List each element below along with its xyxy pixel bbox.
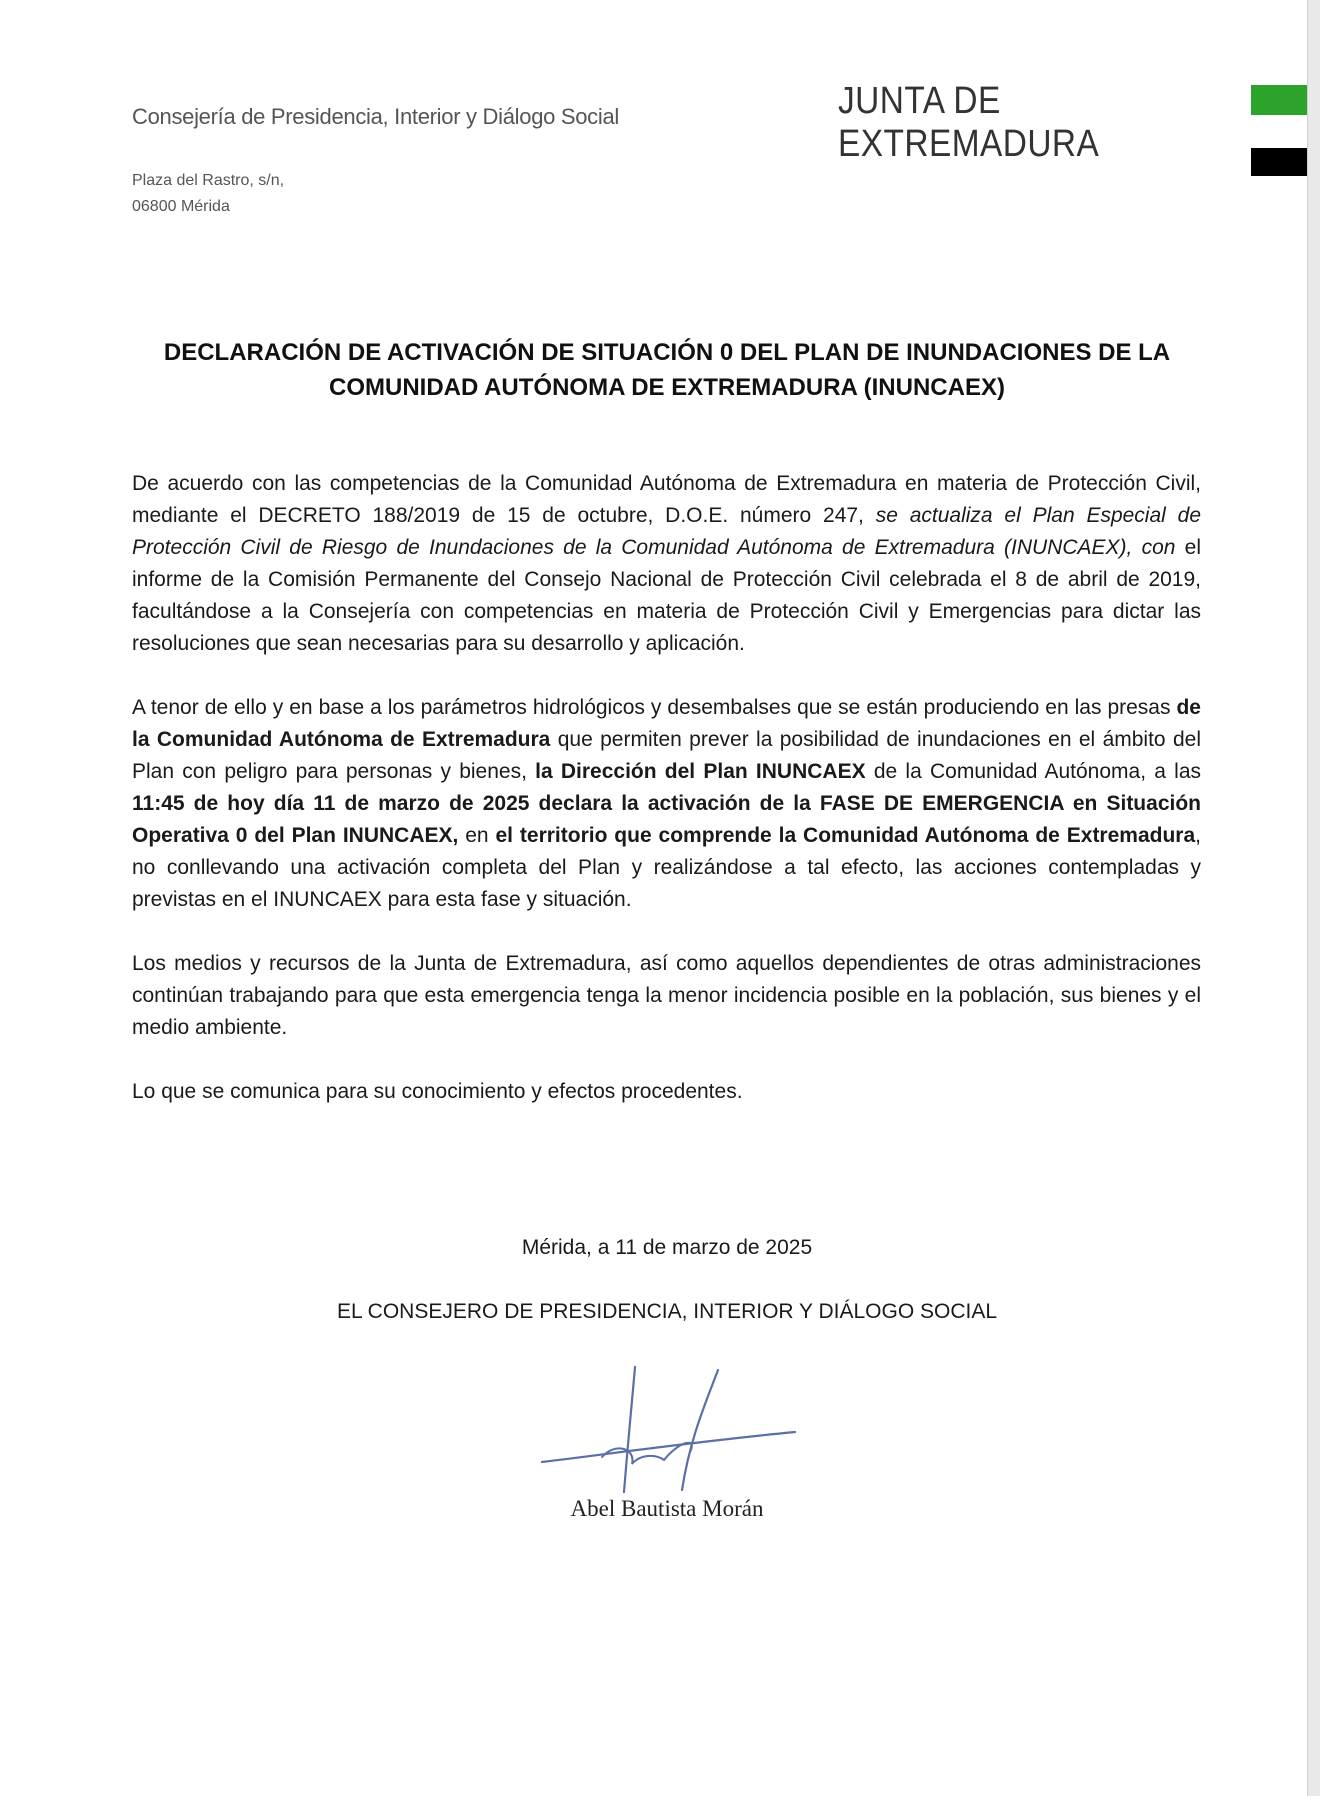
flag-black-rect <box>1251 148 1309 176</box>
signer-role: EL CONSEJERO DE PRESIDENCIA, INTERIOR Y DIÁLOGO SOCIAL <box>336 1300 998 1323</box>
page-edge-shadow <box>1307 0 1320 1796</box>
address <box>132 168 284 220</box>
flag-green-stripe <box>1251 85 1309 115</box>
p2-bold-c: 11:45 de hoy día 11 de marzo de 2025 declara la activación de la FASE DE EMERGENCIA en Situación Operativa 0 del Plan INUNCAEX, <box>132 792 1201 847</box>
paragraph-4: Lo que se comunica para su conocimiento y efectos procedentes. <box>132 1080 743 1103</box>
document-body <box>132 468 1201 1140</box>
flag-green-rect <box>1251 85 1309 115</box>
title-line-2: COMUNIDAD AUTÓNOMA DE EXTREMADURA (INUNCAEX) <box>329 374 1005 401</box>
p2-bold-b: la Dirección del Plan INUNCAEX <box>535 760 866 783</box>
signature-right-stem <box>682 1370 718 1490</box>
p1-text-b: el informe de la Comisión Permanente del Consejo Nacional de Protección Civil celebrada el 8 de abril de 2019, facultándose a la Consejería con competencias en materia de Protección Civil y Emergencias para dictar las resoluciones que sean necesarias para su desarrollo y aplicación. <box>132 536 1201 655</box>
p2-text-e: , no conllevando una activación completa del Plan y realizándose a tal efecto, las acciones contempladas y previstas en el INUNCAEX para esta fase y situación. <box>132 824 1201 911</box>
p2-text-c: de la Comunidad Autónoma, a las <box>865 760 1201 783</box>
address-line-1: Plaza del Rastro, s/n, <box>132 172 285 189</box>
junta-logo: JUNTA DE EXTREMADURA <box>838 80 1100 165</box>
flag-black-stripe <box>1251 148 1309 176</box>
handwritten-signature <box>540 1362 800 1502</box>
signature-long-stroke <box>542 1432 795 1462</box>
p2-bold-a: de la Comunidad Autónoma de Extremadura <box>132 696 1201 751</box>
p2-text-b: que permiten prever la posibilidad de inundaciones en el ámbito del Plan con peligro para personas y bienes, <box>132 728 1201 783</box>
p1-italic: se actualiza el Plan Especial de Protección Civil de Riesgo de Inundaciones de la Comunidad Autónoma de Extremadura (INUNCAEX), con <box>132 504 1202 559</box>
paragraph-2 <box>132 692 1201 916</box>
p2-text-a: A tenor de ello y en base a los parámetros hidrológicos y desembalses que se están produciendo en las presas <box>132 696 1177 719</box>
paragraph-3: Los medios y recursos de la Junta de Extremadura, así como aquellos dependientes de otras administraciones continúan trabajando para que esta emergencia tenga la menor incidencia posible en la población, sus bienes y el medio ambiente. <box>132 952 1201 1039</box>
department-name: Consejería de Presidencia, Interior y Diálogo Social <box>132 104 619 129</box>
p1-text-a: De acuerdo con las competencias de la Comunidad Autónoma de Extremadura en materia de Protección Civil, mediante el DECRETO 188/2019 de 15 de octubre, D.O.E. número 247, <box>132 472 1201 527</box>
signature-left-stem <box>624 1367 635 1492</box>
title-line-1: DECLARACIÓN DE ACTIVACIÓN DE SITUACIÓN 0 DEL PLAN DE INUNDACIONES DE LA <box>163 339 1171 366</box>
paragraph-1 <box>132 468 1201 660</box>
p2-bold-d: el territorio que comprende la Comunidad Autónoma de Extremadura <box>495 824 1196 847</box>
p2-text-d: en <box>458 824 496 847</box>
closing-date: Mérida, a 11 de marzo de 2025 <box>521 1236 813 1259</box>
signer-name: Abel Bautista Morán <box>570 1496 764 1521</box>
document-title <box>132 335 1202 405</box>
address-line-2: 06800 Mérida <box>132 198 230 215</box>
